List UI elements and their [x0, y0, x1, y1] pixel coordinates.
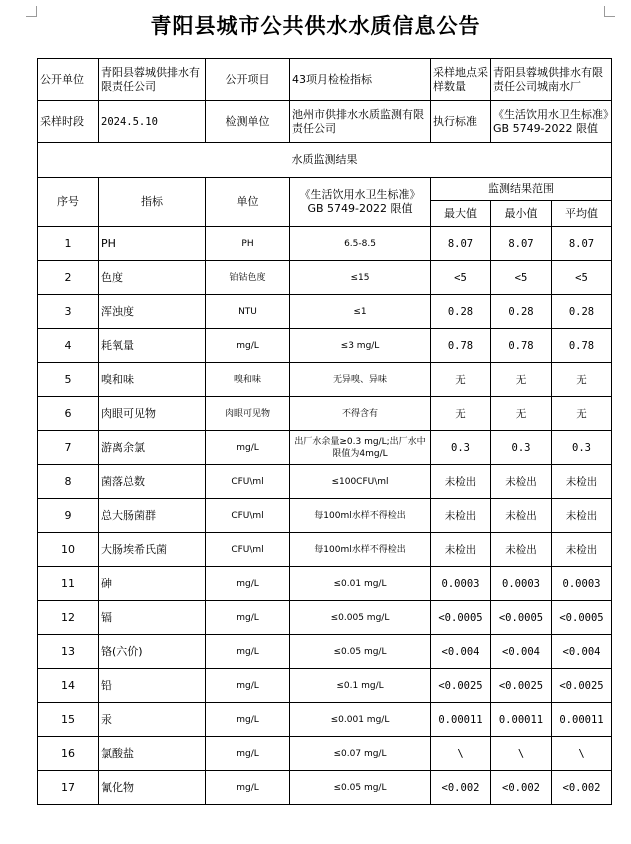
row-min: \: [491, 737, 552, 771]
row-min: 0.78: [491, 329, 552, 363]
lab-label: 检测单位: [206, 101, 290, 143]
row-unit: PH: [206, 227, 290, 261]
row-indicator: 肉眼可见物: [99, 397, 206, 431]
row-min: 未检出: [491, 533, 552, 567]
row-avg: 0.3: [552, 431, 612, 465]
row-limit: ≤0.1 mg/L: [290, 669, 431, 703]
row-indicator: 总大肠菌群: [99, 499, 206, 533]
row-indicator: 游离余氯: [99, 431, 206, 465]
row-avg: <0.0025: [552, 669, 612, 703]
row-max: 无: [431, 397, 491, 431]
row-limit: ≤0.01 mg/L: [290, 567, 431, 601]
row-index: 15: [38, 703, 99, 737]
project-label: 公开项目: [206, 59, 290, 101]
row-indicator: 汞: [99, 703, 206, 737]
water-quality-table: [37, 58, 612, 805]
row-limit: 每100ml水样不得检出: [290, 533, 431, 567]
row-limit: ≤1: [290, 295, 431, 329]
row-indicator: 氰化物: [99, 771, 206, 805]
row-index: 10: [38, 533, 99, 567]
table-row: [38, 669, 612, 703]
row-max: <0.004: [431, 635, 491, 669]
row-indicator: 耗氧量: [99, 329, 206, 363]
row-unit: mg/L: [206, 737, 290, 771]
row-min: 未检出: [491, 465, 552, 499]
row-avg: <0.0005: [552, 601, 612, 635]
row-index: 6: [38, 397, 99, 431]
row-avg: \: [552, 737, 612, 771]
header-index: 序号: [38, 178, 99, 227]
header-indicator: 指标: [99, 178, 206, 227]
header-max: 最大值: [431, 201, 491, 227]
section-title-row: [38, 143, 612, 178]
row-min: <0.0005: [491, 601, 552, 635]
row-limit: ≤3 mg/L: [290, 329, 431, 363]
row-unit: mg/L: [206, 431, 290, 465]
publisher-value: 青阳县蓉城供排水有限责任公司: [99, 59, 206, 101]
row-max: 0.28: [431, 295, 491, 329]
header-row-1: [38, 178, 612, 201]
header-min: 最小值: [491, 201, 552, 227]
row-unit: mg/L: [206, 669, 290, 703]
row-index: 13: [38, 635, 99, 669]
row-index: 8: [38, 465, 99, 499]
row-index: 16: [38, 737, 99, 771]
row-indicator: 菌落总数: [99, 465, 206, 499]
section-title: 水质监测结果: [38, 143, 612, 178]
row-index: 17: [38, 771, 99, 805]
row-unit: mg/L: [206, 703, 290, 737]
row-min: <5: [491, 261, 552, 295]
row-unit: mg/L: [206, 771, 290, 805]
lab-value: 池州市供排水水质监测有限责任公司: [290, 101, 431, 143]
row-unit: CFU\ml: [206, 465, 290, 499]
row-min: 无: [491, 363, 552, 397]
row-avg: 0.28: [552, 295, 612, 329]
row-max: 0.00011: [431, 703, 491, 737]
row-min: 未检出: [491, 499, 552, 533]
row-unit: NTU: [206, 295, 290, 329]
table-row: [38, 431, 612, 465]
info-row-time: [38, 101, 612, 143]
row-limit: 6.5-8.5: [290, 227, 431, 261]
standard-label: 执行标准: [431, 101, 491, 143]
page-title: 青阳县城市公共供水水质信息公告: [150, 14, 481, 38]
row-min: 0.00011: [491, 703, 552, 737]
row-min: 无: [491, 397, 552, 431]
row-unit: mg/L: [206, 601, 290, 635]
row-index: 2: [38, 261, 99, 295]
row-index: 4: [38, 329, 99, 363]
row-unit: 肉眼可见物: [206, 397, 290, 431]
row-indicator: 铬(六价): [99, 635, 206, 669]
row-avg: 8.07: [552, 227, 612, 261]
row-min: <0.002: [491, 771, 552, 805]
row-avg: <0.004: [552, 635, 612, 669]
row-max: <5: [431, 261, 491, 295]
row-max: <0.0025: [431, 669, 491, 703]
row-index: 14: [38, 669, 99, 703]
row-min: 0.0003: [491, 567, 552, 601]
row-limit: ≤0.001 mg/L: [290, 703, 431, 737]
table-row: [38, 737, 612, 771]
header-unit: 单位: [206, 178, 290, 227]
row-avg: 未检出: [552, 533, 612, 567]
header-avg: 平均值: [552, 201, 612, 227]
row-min: <0.0025: [491, 669, 552, 703]
row-limit: 不得含有: [290, 397, 431, 431]
table-row: [38, 363, 612, 397]
table-row: [38, 295, 612, 329]
table-row: [38, 499, 612, 533]
row-avg: 未检出: [552, 465, 612, 499]
row-index: 9: [38, 499, 99, 533]
row-avg: 未检出: [552, 499, 612, 533]
info-row-publisher: [38, 59, 612, 101]
row-max: 无: [431, 363, 491, 397]
row-indicator: 砷: [99, 567, 206, 601]
row-unit: mg/L: [206, 329, 290, 363]
row-unit: mg/L: [206, 635, 290, 669]
row-max: 0.78: [431, 329, 491, 363]
table-row: [38, 533, 612, 567]
row-indicator: 氯酸盐: [99, 737, 206, 771]
row-limit: 每100ml水样不得检出: [290, 499, 431, 533]
row-avg: 0.0003: [552, 567, 612, 601]
row-limit: ≤100CFU\ml: [290, 465, 431, 499]
row-max: \: [431, 737, 491, 771]
publisher-label: 公开单位: [38, 59, 99, 101]
row-avg: 无: [552, 363, 612, 397]
row-avg: 无: [552, 397, 612, 431]
row-min: 0.28: [491, 295, 552, 329]
table-row: [38, 465, 612, 499]
row-unit: CFU\ml: [206, 533, 290, 567]
row-limit: ≤15: [290, 261, 431, 295]
row-index: 11: [38, 567, 99, 601]
standard-value: 《生活饮用水卫生标准》GB 5749-2022 限值: [491, 101, 612, 143]
row-limit: ≤0.05 mg/L: [290, 635, 431, 669]
row-max: 0.0003: [431, 567, 491, 601]
row-limit: 出厂水余量≥0.3 mg/L;出厂水中限值为4mg/L: [290, 431, 431, 465]
row-max: 0.3: [431, 431, 491, 465]
row-index: 7: [38, 431, 99, 465]
table-row: [38, 567, 612, 601]
row-index: 5: [38, 363, 99, 397]
row-indicator: 镉: [99, 601, 206, 635]
table-row: [38, 635, 612, 669]
table-row: [38, 261, 612, 295]
table-row: [38, 601, 612, 635]
row-avg: <0.002: [552, 771, 612, 805]
row-min: 8.07: [491, 227, 552, 261]
row-indicator: 色度: [99, 261, 206, 295]
site-label: 采样地点采样数量: [431, 59, 491, 101]
time-label: 采样时段: [38, 101, 99, 143]
row-limit: ≤0.05 mg/L: [290, 771, 431, 805]
row-index: 3: [38, 295, 99, 329]
row-indicator: 嗅和味: [99, 363, 206, 397]
row-avg: <5: [552, 261, 612, 295]
row-max: <0.002: [431, 771, 491, 805]
row-max: 未检出: [431, 465, 491, 499]
row-unit: mg/L: [206, 567, 290, 601]
row-index: 12: [38, 601, 99, 635]
row-max: 未检出: [431, 533, 491, 567]
row-limit: ≤0.07 mg/L: [290, 737, 431, 771]
row-indicator: 浑浊度: [99, 295, 206, 329]
table-row: [38, 227, 612, 261]
header-range: 监测结果范围: [431, 178, 612, 201]
row-max: <0.0005: [431, 601, 491, 635]
row-indicator: 铅: [99, 669, 206, 703]
row-indicator: 大肠埃希氏菌: [99, 533, 206, 567]
header-limit: 《生活饮用水卫生标准》GB 5749-2022 限值: [290, 178, 431, 227]
table-row: [38, 329, 612, 363]
row-max: 未检出: [431, 499, 491, 533]
table-row: [38, 397, 612, 431]
row-avg: 0.78: [552, 329, 612, 363]
row-min: <0.004: [491, 635, 552, 669]
row-max: 8.07: [431, 227, 491, 261]
project-value: 43项月检检指标: [290, 59, 431, 101]
table-row: [38, 771, 612, 805]
site-value: 青阳县蓉城供排水有限责任公司城南水厂: [491, 59, 612, 101]
row-min: 0.3: [491, 431, 552, 465]
row-index: 1: [38, 227, 99, 261]
table-row: [38, 703, 612, 737]
row-limit: ≤0.005 mg/L: [290, 601, 431, 635]
row-indicator: PH: [99, 227, 206, 261]
row-unit: 铂钴色度: [206, 261, 290, 295]
row-unit: CFU\ml: [206, 499, 290, 533]
row-avg: 0.00011: [552, 703, 612, 737]
row-unit: 嗅和味: [206, 363, 290, 397]
row-limit: 无异嗅、异味: [290, 363, 431, 397]
time-value: 2024.5.10: [99, 101, 206, 143]
